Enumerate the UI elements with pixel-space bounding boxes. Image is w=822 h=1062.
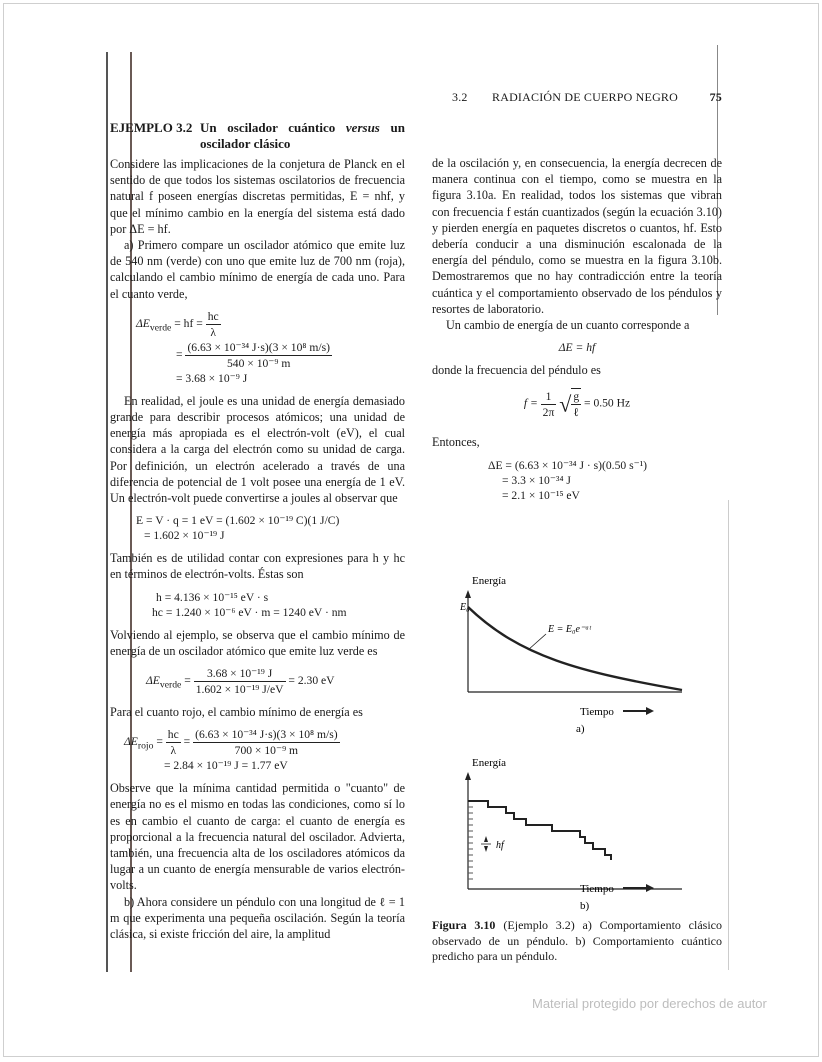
example-label: EJEMPLO 3.2 [110, 120, 193, 135]
scan-line-left [106, 52, 108, 972]
left-column [110, 120, 405, 942]
paragraph: a) Primero compare un oscilador atómico que emite luz de 540 nm (verde) con uno que emite luz de 700 nm (roja), calculando el cambio mínimo de energía de cada uno. Para el cuanto verde, [110, 238, 405, 301]
svg-text:E₀: E₀ [460, 602, 470, 613]
svg-text:Energía: Energía [472, 757, 507, 769]
paragraph: donde la frecuencia del péndulo es [432, 363, 601, 378]
scan-line-right-dashed [728, 500, 729, 970]
paragraph: Un cambio de energía de un cuanto corresponde a [446, 318, 690, 333]
equation-pendulum-energy: ΔE = (6.63 × 10⁻³⁴ J · s)(0.50 s⁻¹) = 3.3 × 10⁻³⁴ J = 2.1 × 10⁻¹⁵ eV [488, 458, 648, 502]
example-title: Un oscilador cuántico versus un oscilador clásico [200, 120, 405, 151]
equation-h-hc: h = 4.136 × 10⁻¹⁵ eV · s hc = 1.240 × 10⁻⁶ eV · m = 1240 eV · nm [152, 590, 347, 619]
equation-delta-e: ΔE = hf [558, 341, 596, 355]
svg-text:E = E₀e⁻ᵅᵗ: E = E₀e⁻ᵅᵗ [548, 624, 591, 635]
paragraph: Observe que la mínima cantidad permitida o "cuanto" de energía no es el mismo en todas las condiciones, como sí lo es en cambio el cuanto de carga: el cuanto de energía es proporcional a la frecuencia natural del oscilador. Advierta, también, una frecuencia alta de los osciladores atómicos da lugar a un cuanto de energía mensurable de varios electrón-volts. [110, 781, 405, 893]
copyright-watermark: Material protegido por derechos de autor [532, 996, 767, 1011]
equation-pendulum-frequency: f = $\frac{1}{2\pi}$ √ $\frac{g}{\text{ℓ}}$ = 0.50 Hz [523, 389, 631, 420]
equation-green-ev: $\Delta E_{verde}$ = $\frac{\text{3.68 × 10⁻¹⁹ J}}{\text{1.602 × 10⁻¹⁹ J/eV}}$ = 2.30 eV [146, 667, 335, 697]
svg-text:Tiempo: Tiempo [580, 706, 614, 718]
paragraph: Para el cuanto rojo, el cambio mínimo de energía es [110, 705, 363, 720]
equation-electron-volt: E = V · q = 1 eV = (1.602 × 10⁻¹⁹ C)(1 J/C) = 1.602 × 10⁻¹⁹ J [136, 514, 340, 543]
figure-3-10b-quantum [460, 752, 700, 917]
paragraph: Entonces, [432, 435, 480, 450]
paragraph: Considere las implicaciones de la conjetura de Planck en el sentido de que todos los sistemas oscilatorios de frecuencia natural f poseen energías discretas permitidas, E = nhf, y que el mínimo cambio en la energía del sistema está dado por ΔE = hf. [110, 157, 405, 236]
figure-caption [432, 918, 722, 965]
svg-text:b): b) [580, 900, 590, 912]
right-column [432, 155, 722, 510]
section-title: RADIACIÓN DE CUERPO NEGRO [492, 90, 679, 104]
figure-caption-text: (Ejemplo 3.2) a) Comportamiento clásico observado de un péndulo. b) Comportamiento cuántico predicho para un péndulo. [432, 918, 722, 963]
svg-text:hf: hf [496, 840, 504, 851]
figure-a-ylabel: Energía [472, 575, 507, 587]
section-number: 3.2 [452, 90, 468, 104]
figure-caption-label: Figura 3.10 [432, 918, 496, 932]
equation-green-quantum: $\Delta E_{verde}$ = hf = $\frac{hc}{\lambda}$ = $\frac{\text{(6.63 × 10⁻³⁴ J·s)(3 × 10⁸ m/s)}}{\text{540 × 10⁻⁹ m}}$ = 3.68 × 10⁻⁹ J [136, 309, 330, 385]
svg-text:Tiempo: Tiempo [580, 883, 614, 895]
paragraph: También es de utilidad contar con expresiones para h y hc en términos de electrón-volts. Éstas son [110, 551, 405, 582]
equation-red-quantum: $\Delta E_{rojo}$ = $\frac{hc}{\lambda}$ = $\frac{\text{(6.63 × 10⁻³⁴ J·s)(3 × 10⁸ m/s)}}{\text{700 × 10⁻⁹ m}}$ = 2.84 × 10⁻¹⁹ J = 1.77 eV [124, 728, 338, 773]
paragraph: b) Ahora considere un péndulo con una longitud de ℓ = 1 m que experimenta una pequeña oscilación. Según la teoría clásica, si existe fricción del aire, la amplitud [110, 894, 405, 942]
page-number: 75 [709, 90, 722, 104]
example-heading [110, 120, 405, 152]
paragraph: Volviendo al ejemplo, se observa que el cambio mínimo de energía de un oscilador atómico que emite luz verde es [110, 627, 405, 658]
figure-3-10a-classical [460, 572, 700, 742]
svg-text:a): a) [576, 723, 585, 735]
paragraph: En realidad, el joule es una unidad de energía demasiado grande para describir procesos atómicos; una unidad de energía más apropiada es el electrón-volt (eV), el cual considera a la carga del electrón como su unidad de carga. Por definición, un electrón acelerado a través de una diferencia de potencial de 1 volt posee una energía de 1 eV. Un electrón-volt puede convertirse a joules al observar que [110, 393, 405, 506]
paragraph: de la oscilación y, en consecuencia, la energía decrecen de manera continua con el tiempo, como se muestra en la figura 3.10a. En realidad, todos los sistemas que vibran con frecuencia f están cuantizados (según la ecuación 3.10) y pierden energía en paquetes discretos o cuantos, hf. Esto debería conducir a una disminución escalonada de la energía del péndulo, como se muestra en la figura 3.10b. Demostraremos que no hay contradicción entre la teoría cuántica y el comportamiento observado de los péndulos y resortes de laboratorio. [432, 156, 722, 316]
